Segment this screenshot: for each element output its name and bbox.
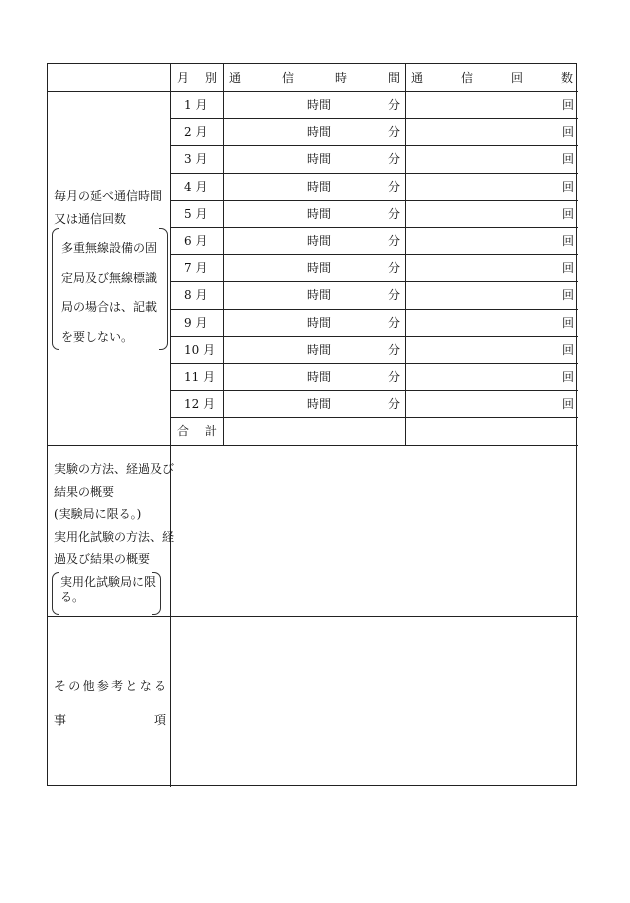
count-unit: 回 [562, 261, 575, 276]
section-divider-experiment [48, 445, 578, 446]
minutes-unit: 分 [388, 152, 401, 167]
experiment-label-line: 実験の方法、経過及び [54, 462, 175, 476]
count-unit: 回 [562, 370, 575, 384]
minutes-unit: 分 [388, 397, 401, 412]
monthly-note-line: 多重無線設備の固 [61, 241, 158, 255]
other-label-line2-char: 項 [153, 713, 166, 727]
hours-unit: 時間 [307, 342, 332, 357]
monthly-note-line: 局の場合は、記載 [61, 300, 158, 314]
other-label-line2 [54, 713, 166, 727]
minutes-unit: 分 [388, 261, 401, 276]
month-row-divider [170, 173, 578, 174]
experiment-note-line: る。 [60, 590, 85, 604]
minutes-unit: 分 [388, 342, 401, 357]
header-count-char: 数 [560, 71, 573, 85]
monthly-note-line: を要しない。 [61, 329, 134, 344]
month-label: 4 月 [184, 179, 208, 194]
month-label: 6 月 [184, 234, 208, 248]
month-label: 2 月 [184, 125, 208, 140]
minutes-unit: 分 [388, 315, 401, 330]
header-time-char: 間 [387, 71, 400, 85]
hours-unit: 時間 [307, 315, 332, 330]
month-row-divider [170, 390, 578, 391]
count-unit: 回 [562, 125, 575, 140]
minutes-unit: 分 [388, 206, 401, 221]
month-row-divider [170, 118, 578, 119]
monthly-note-line: 定局及び無線標識 [61, 270, 158, 285]
month-row-divider [170, 336, 578, 337]
section-divider-other [48, 616, 578, 617]
hours-unit: 時間 [307, 98, 332, 112]
hours-unit: 時間 [307, 179, 332, 194]
month-label: 9 月 [184, 315, 208, 330]
count-unit: 回 [562, 152, 575, 167]
hours-unit: 時間 [307, 125, 332, 140]
experiment-label-line: 過及び結果の概要 [54, 552, 151, 566]
hours-unit: 時間 [307, 206, 332, 221]
month-label: 11 月 [184, 370, 216, 384]
header-count-char: 通 [411, 71, 424, 85]
month-label: 5 月 [184, 206, 208, 221]
experiment-label-line: 結果の概要 [54, 484, 115, 499]
other-label-line1-char: の [68, 679, 81, 693]
minutes-unit: 分 [388, 234, 401, 248]
header-count [411, 71, 573, 85]
other-label-line1 [54, 679, 166, 693]
minutes-unit: 分 [388, 370, 401, 384]
header-count-char: 回 [510, 71, 523, 85]
other-label-line1-char: 考 [111, 679, 124, 693]
header-month-char: 別 [204, 71, 217, 85]
total-label-char: 計 [204, 424, 217, 439]
count-unit: 回 [562, 342, 575, 357]
count-unit: 回 [562, 206, 575, 221]
other-label-line1-char: な [139, 679, 152, 693]
header-time-char: 通 [229, 71, 242, 85]
count-unit: 回 [562, 234, 575, 248]
month-label: 1 月 [184, 98, 208, 112]
total-label [177, 424, 217, 438]
header-time [229, 71, 400, 85]
header-count-char: 信 [460, 71, 473, 85]
monthly-label-line1: 毎月の延べ通信時間 [54, 189, 163, 203]
report-form [47, 63, 577, 786]
hours-unit: 時間 [307, 370, 332, 384]
minutes-unit: 分 [388, 125, 401, 140]
month-row-divider [170, 145, 578, 146]
other-label-line1-char: そ [54, 679, 67, 693]
month-row-divider [170, 200, 578, 201]
header-divider [48, 91, 578, 92]
hours-unit: 時間 [307, 288, 332, 303]
count-unit: 回 [562, 315, 575, 330]
total-label-char: 合 [177, 424, 190, 439]
hours-unit: 時間 [307, 397, 332, 412]
other-label-line1-char: 参 [96, 679, 109, 693]
monthly-label-line2: 又は通信回数 [54, 212, 127, 226]
month-row-divider [170, 363, 578, 364]
month-row-divider [170, 417, 578, 418]
minutes-unit: 分 [388, 98, 401, 112]
month-label: 7 月 [184, 261, 208, 276]
other-label-line2-char: 事 [54, 713, 67, 727]
header-month-char: 月 [177, 71, 190, 85]
month-label: 12 月 [184, 397, 216, 412]
hours-unit: 時間 [307, 152, 332, 167]
hours-unit: 時間 [307, 234, 332, 248]
month-label: 10 月 [184, 342, 216, 357]
count-unit: 回 [562, 98, 575, 112]
experiment-label-line: (実験局に限る。) [54, 507, 142, 521]
other-label-line1-char: る [153, 679, 166, 693]
experiment-label-line: 実用化試験の方法、経 [54, 529, 175, 544]
count-unit: 回 [562, 397, 575, 412]
count-unit: 回 [562, 288, 575, 303]
header-month [177, 71, 217, 85]
month-label: 3 月 [184, 152, 208, 167]
other-label-line1-char: 他 [82, 679, 95, 693]
month-row-divider [170, 254, 578, 255]
month-row-divider [170, 281, 578, 282]
month-row-divider [170, 227, 578, 228]
count-unit: 回 [562, 179, 575, 194]
month-row-divider [170, 309, 578, 310]
minutes-unit: 分 [388, 288, 401, 303]
hours-unit: 時間 [307, 261, 332, 276]
experiment-note-line: 実用化試験局に限 [60, 575, 157, 589]
other-label-line1-char: と [125, 679, 138, 693]
header-time-char: 信 [281, 71, 294, 85]
month-label: 8 月 [184, 288, 208, 303]
minutes-unit: 分 [388, 179, 401, 194]
header-time-char: 時 [334, 71, 347, 85]
